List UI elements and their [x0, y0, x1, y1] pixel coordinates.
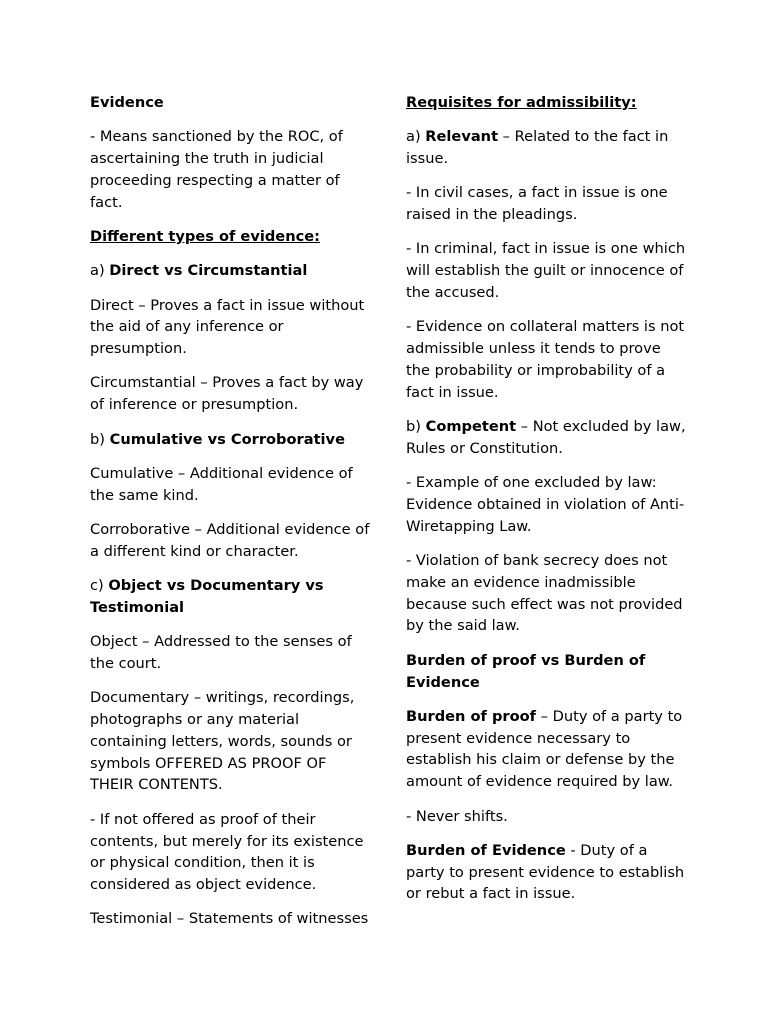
object-documentary-testimonial-title: Object vs Documentary vs Testimonial [90, 577, 324, 616]
types-heading [90, 226, 370, 248]
collateral-matters-note: - Evidence on collateral matters is not admissible unless it tends to prove the probability or improbability of a fact in issue. [406, 318, 685, 401]
competent-title: Competent [425, 418, 517, 436]
burden-of-proof-title: Burden of proof [406, 707, 537, 725]
evidence-title: Evidence [90, 94, 164, 111]
right-column [406, 92, 688, 918]
circumstantial-definition: Circumstantial – Proves a fact by way of inference or presumption. [90, 374, 364, 414]
direct-definition: Direct – Proves a fact in issue without the aid of any inference or presumption. [90, 296, 365, 358]
not-offered-note: - If not offered as proof of their contents, but merely for its existence or physical condition, then it is considered as object evidence. [90, 810, 364, 894]
excluded-example-note: - Example of one excluded by law: Evidence obtained in violation of Anti-Wiretapping Law. [406, 474, 685, 535]
item-b-prefix: b) [90, 430, 110, 448]
item-c-prefix: c) [90, 577, 109, 595]
direct-vs-circumstantial-heading [90, 260, 370, 282]
competent-requisite [406, 416, 688, 460]
cumulative-vs-corroborative-title: Cumulative vs Corroborative [109, 430, 345, 448]
burden-of-evidence-text: - Duty of a party to present evidence to establish or rebut a fact in issue. [406, 841, 685, 903]
types-heading-text: Different types of evidence: [90, 227, 320, 245]
relevant-requisite [406, 126, 688, 170]
documentary-definition: Documentary – writings, recordings, photographs or any material containing letters, words, sounds or symbols OFFERED AS PROOF OF THEIR CONTENTS. [90, 689, 355, 794]
corroborative-definition: Corroborative – Additional evidence of a different kind or character. [90, 520, 370, 560]
relevant-text: – Related to the fact in issue. [406, 128, 669, 168]
item-a-prefix: a) [90, 262, 110, 280]
burden-of-proof-text: – Duty of a party to present evidence necessary to establish his claim or defense by the amount of evidence required by law. [406, 707, 683, 791]
item-b-prefix: b) [406, 418, 426, 436]
civil-cases-note: - In civil cases, a fact in issue is one raised in the pleadings. [406, 184, 668, 224]
burden-of-proof-definition [406, 706, 688, 793]
criminal-cases-note: - In criminal, fact in issue is one which will establish the guilt or innocence of the accused. [406, 240, 686, 302]
burden-of-evidence-title: Burden of Evidence [406, 841, 566, 859]
requisites-heading [406, 92, 688, 114]
left-column [90, 92, 370, 943]
object-documentary-testimonial-heading [90, 575, 370, 619]
testimonial-definition: Testimonial – Statements of witnesses [90, 910, 369, 928]
cumulative-vs-corroborative-heading [90, 429, 370, 451]
direct-vs-circumstantial-title: Direct vs Circumstantial [109, 262, 308, 280]
item-a-prefix: a) [406, 128, 426, 146]
relevant-title: Relevant [425, 128, 499, 146]
competent-text: – Not excluded by law, Rules or Constitution. [406, 418, 686, 457]
object-definition: Object – Addressed to the senses of the court. [90, 633, 352, 672]
evidence-definition: - Means sanctioned by the ROC, of ascertaining the truth in judicial proceeding respecting a matter of fact. [90, 128, 343, 211]
cumulative-definition: Cumulative – Additional evidence of the same kind. [90, 464, 353, 504]
bank-secrecy-note: - Violation of bank secrecy does not make an evidence inadmissible because such effect was not provided by the said law. [406, 552, 683, 635]
burden-heading-text: Burden of proof vs Burden of Evidence [406, 651, 646, 691]
burden-heading [406, 650, 688, 694]
requisites-heading-text: Requisites for admissibility: [406, 94, 637, 111]
never-shifts-note: - Never shifts. [406, 807, 508, 825]
burden-of-evidence-definition [406, 840, 688, 905]
evidence-heading [90, 92, 370, 114]
